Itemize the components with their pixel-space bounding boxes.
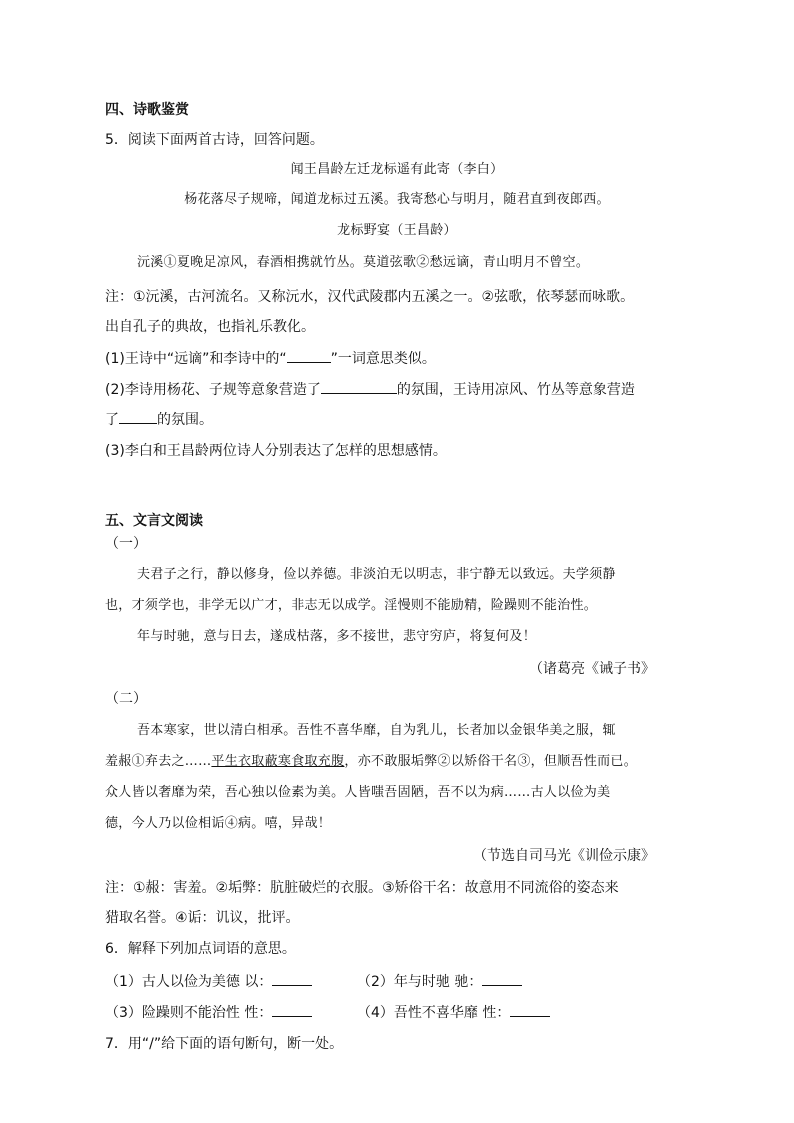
passage1-line2: 也，才须学也，非学无以广才，非志无以成学。淫慢则不能励精，险躁则不能治性。 bbox=[105, 598, 598, 613]
q6-item4-blank[interactable] bbox=[510, 1002, 550, 1017]
poem2-title: 龙标野宴（王昌龄） bbox=[337, 223, 457, 238]
q6-item3-blank[interactable] bbox=[272, 1002, 312, 1017]
q6-item4-text: （4）吾性不喜华靡 性： bbox=[357, 1005, 511, 1021]
poem2-text: 沅溪①夏晚足凉风，春酒相携就竹丛。莫道弦歌②愁远谪，青山明月不曾空。 bbox=[137, 255, 590, 270]
passage2-line4: 德，今人乃以俭相诟④病。嘻，异哉！ bbox=[105, 816, 332, 831]
passage2-source: （节选自司马光《训俭示康》 bbox=[473, 848, 655, 864]
q6-item1-blank[interactable] bbox=[272, 971, 312, 986]
question-5-1 bbox=[105, 348, 436, 369]
q6-item3-text: （3）险躁则不能治性 性： bbox=[105, 1005, 273, 1021]
passage1-source: （诸葛亮《诫子书》 bbox=[529, 661, 655, 677]
q6-item2-text: （2）年与时驰 驰： bbox=[357, 974, 483, 990]
poem-note-line1: 注：①沅溪，古河流名。又称沅水，汉代武陵郡内五溪之一。②弦歌，依琴瑟而咏歌。 bbox=[105, 289, 635, 305]
q5-1-text-pre: (1)王诗中“远谪”和李诗中的“ bbox=[105, 351, 287, 367]
question-5-stem: 5．阅读下面两首古诗，回答问题。 bbox=[105, 132, 324, 148]
question-6-item-3 bbox=[105, 1002, 312, 1023]
q5-2-text-mid: 的氛围，王诗用凉风、竹丛等意象营造 bbox=[396, 382, 635, 398]
question-7-stem: 7．用“/”给下面的语句断句，断一处。 bbox=[105, 1036, 344, 1052]
q5-1-text-post: ”一词意思类似。 bbox=[330, 351, 436, 367]
poem1-title: 闻王昌龄左迁龙标遥有此寄（李白） bbox=[290, 162, 504, 177]
passage2-note-line2: 猎取名誉。④诟：讥议，批评。 bbox=[105, 910, 300, 926]
poem-note-line2: 出自孔子的典故，也指礼乐教化。 bbox=[105, 319, 315, 335]
passage1-line3: 年与时驰，意与日去，遂成枯落，多不接世，悲守穷庐，将复何及！ bbox=[137, 629, 537, 644]
q6-item2-blank[interactable] bbox=[482, 971, 522, 986]
question-5-3: (3)李白和王昌龄两位诗人分别表达了怎样的思想感情。 bbox=[105, 443, 447, 459]
section-title-poetry: 四、诗歌鉴赏 bbox=[105, 102, 189, 118]
q6-item1-text: （1）古人以俭为美德 以： bbox=[105, 974, 273, 990]
passage2-line2-post: ，亦不敢服垢弊②以矫俗干名③，但顺吾性而已。 bbox=[344, 754, 638, 769]
passage2-underlined-sentence: 平生衣取蔽寒食取充腹 bbox=[211, 754, 345, 769]
passage1-label: （一） bbox=[105, 536, 147, 552]
q5-2-answer-blank-1[interactable] bbox=[321, 379, 397, 394]
poem1-text: 杨花落尽子规啼，闻道龙标过五溪。我寄愁心与明月，随君直到夜郎西。 bbox=[184, 192, 610, 207]
passage2-note-line1: 注：①赧：害羞。②垢弊：肮脏破烂的衣服。③矫俗干名：故意用不同流俗的姿态来 bbox=[105, 880, 619, 896]
section-title-classical-chinese: 五、文言文阅读 bbox=[105, 513, 203, 529]
q5-1-answer-blank[interactable] bbox=[287, 348, 331, 363]
q5-2-text-pre: (2)李诗用杨花、子规等意象营造了 bbox=[105, 382, 321, 398]
question-6-stem: 6．解释下列加点词语的意思。 bbox=[105, 941, 296, 957]
passage2-line2-pre: 羞赧①弃去之…… bbox=[105, 754, 212, 769]
q5-2-line2-post: 的氛围。 bbox=[157, 412, 213, 428]
q5-2-answer-blank-2[interactable] bbox=[119, 409, 157, 424]
question-5-2-line2 bbox=[105, 409, 213, 430]
question-6-item-1 bbox=[105, 971, 312, 992]
passage1-line1: 夫君子之行，静以修身，俭以养德。非淡泊无以明志，非宁静无以致远。夫学须静 bbox=[137, 567, 616, 582]
passage2-label: （二） bbox=[105, 691, 147, 707]
passage2-line3: 众人皆以奢靡为荣，吾心独以俭素为美。人皆嗤吾固陋，吾不以为病……古人以俭为美 bbox=[105, 785, 611, 800]
question-6-item-4 bbox=[357, 1002, 550, 1023]
passage2-line2 bbox=[105, 752, 637, 772]
q5-2-line2-pre: 了 bbox=[105, 412, 119, 428]
question-5-2 bbox=[105, 379, 635, 400]
passage2-line1: 吾本寒家，世以清白相承。吾性不喜华靡，自为乳儿，长者加以金银华美之服，辄 bbox=[137, 723, 616, 738]
question-6-item-2 bbox=[357, 971, 522, 992]
